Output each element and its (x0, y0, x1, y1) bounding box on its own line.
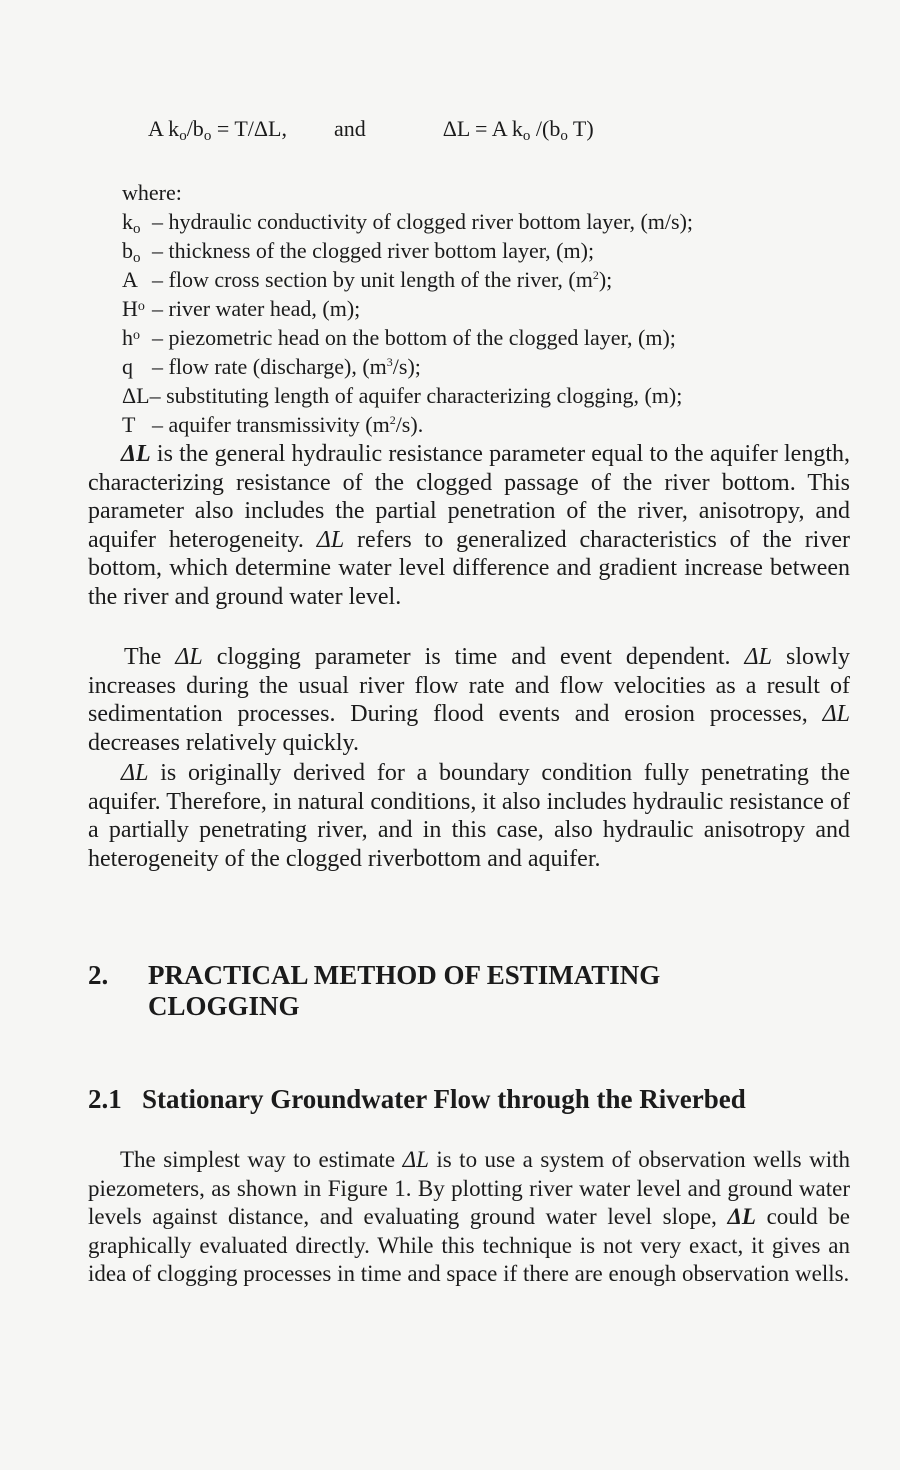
definition-row (122, 381, 822, 410)
definition-text: – hydraulic conductivity of clogged river bottom layer, (m/s); (152, 209, 694, 234)
formula-left-mid: /b (186, 116, 204, 141)
section-number: 2. (88, 960, 109, 990)
formula-sub: o (522, 128, 531, 144)
definition-symbol: $H^o$ (122, 296, 145, 321)
definition-text: – aquifer transmissivity (m (152, 412, 390, 437)
formula-left-rest: = T/ΔL, (211, 116, 287, 141)
definition-row (122, 236, 822, 265)
definition-symbol: $b_o$ (122, 238, 141, 266)
definition-text: – flow cross section by unit length of the river, (m (152, 267, 593, 292)
definition-row (122, 294, 822, 323)
definition-text: – thickness of the clogged river bottom layer, (m); (152, 238, 595, 263)
definition-text: – piezometric head on the bottom of the clogged layer, (m); (152, 325, 676, 350)
definition-symbol: T (122, 412, 136, 437)
definition-symbol: $h^o$ (122, 325, 140, 350)
definitions-list (122, 178, 822, 439)
definition-row: q – flow rate (discharge), $(m^3/s)$; (122, 354, 421, 379)
definition-row: T – aquifer transmissivity $(m^2/s)$. (122, 412, 424, 437)
definition-row (122, 323, 822, 352)
definition-text: – river water head, (m); (152, 296, 361, 321)
section-heading-2-1 (88, 1084, 746, 1115)
definition-symbol: q (122, 354, 133, 379)
definition-symbol: A (122, 267, 138, 292)
equation (148, 116, 594, 142)
formula-left: A k (148, 116, 180, 141)
formula-sub: o (560, 128, 568, 144)
paragraph-delta-l-definition: ΔL is the general hydraulic resistance parameter equal to the aquifer length, characterizing resistance of the clogged passage of the river bottom. This parameter also includes the partial penetration of the river, anisotropy, and aquifer heterogeneity. ΔL refers to generalized characteristics of the river bottom, which determine water level difference and gradient increase between the river and ground water level. (88, 441, 850, 610)
definition-row (122, 207, 822, 236)
definition-symbol: $k_o$ (122, 209, 141, 237)
definition-symbol: ΔL (122, 383, 150, 408)
definition-text: – substituting length of aquifer characterizing clogging, (m); (149, 383, 683, 408)
section-title: PRACTICAL METHOD OF ESTIMATING CLOGGING (148, 960, 661, 1021)
where-label: where: (122, 180, 182, 205)
paragraph-boundary-condition: ΔL is originally derived for a boundary condition fully penetrating the aquifer. Therefore, in natural conditions, it also includes hydraulic resistance of a partially penetrating river, and in this case, also hydraulic anisotropy and heterogeneity of the clogged riverbottom and aquifer. (88, 760, 850, 872)
formula-sub: o (203, 128, 212, 144)
section-number: 2.1 (88, 1084, 122, 1114)
formula-right-rest: T) (567, 116, 594, 141)
definition-text: – flow rate (discharge), (m (152, 354, 387, 379)
section-title: Stationary Groundwater Flow through the Riverbed (142, 1084, 746, 1114)
paragraph-time-dependence: The ΔL clogging parameter is time and event dependent. ΔL slowly increases during the usual river flow rate and flow velocities as a result of sedimentation processes. During flood events and erosion processes, ΔL decreases relatively quickly. (88, 644, 850, 756)
paragraph-observation-wells: The simplest way to estimate ΔL is to use a system of observation wells with piezometers, as shown in Figure 1. By plotting river water level and ground water levels against distance, and evaluating ground water level slope, ΔL could be graphically evaluated directly. While this technique is not very exact, it gives an idea of clogging processes in time and space if there are enough observation wells. (88, 1147, 851, 1287)
formula-right: ΔL = A k (442, 116, 523, 141)
definition-row: A – flow cross section by unit length of the river, $(m^2)$; (122, 267, 613, 292)
formula-connector: and (333, 116, 366, 141)
formula-right-mid: /(b (530, 116, 561, 141)
formula-sub: o (179, 128, 187, 144)
